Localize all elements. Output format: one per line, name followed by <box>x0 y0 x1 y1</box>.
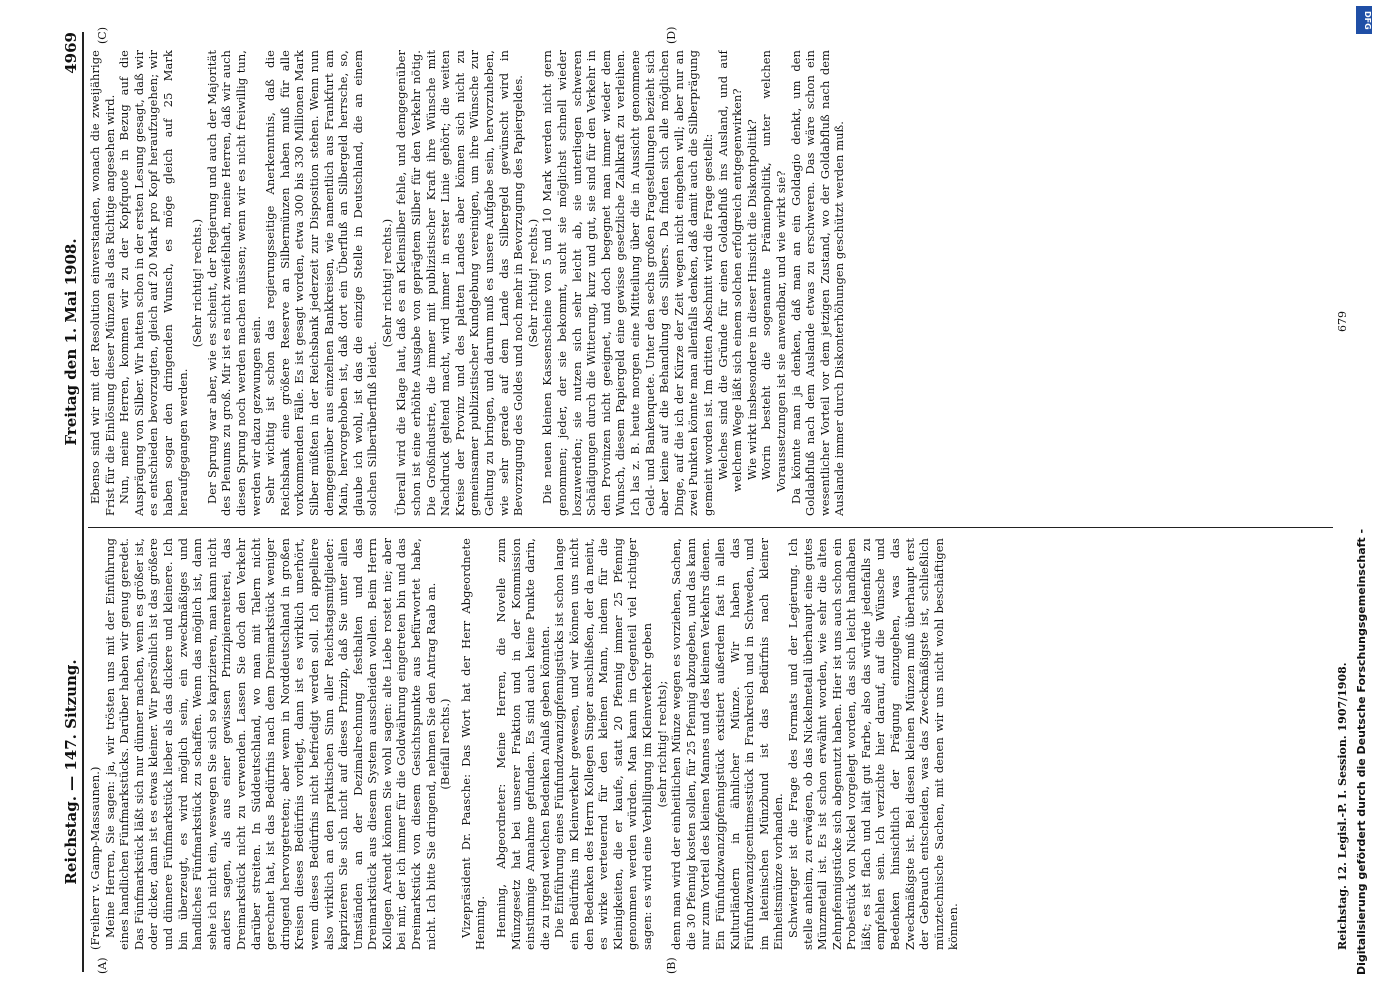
footer-session: Reichstag. 12. Legisl.-P. I. Session. 1907/1908. <box>1336 662 1349 950</box>
speech-paragraph: Die neuen kleinen Kassenscheine von 5 und 10 Mark werden nicht gern genommen; jeder, der sie bekommt, sucht sie möglichst schnell wieder loszuwerden; sie nutzen sich sehr leicht ab, sie unterliegen schweren Schädigungen durch die Witterung, kurz und gut, sie sind für den Verkehr in den Provinzen nicht geeignet, und doch begegnet man immer wieder dem Wunsch, diesem Papiergeld eine gewisse gesetzliche Zahlkraft zu verleihen. Ich las z. B. heute morgen eine Mitteilung über die in Aussicht genommene Geld- und Bankenquete. Unter den sechs großen Fragestellungen bezieht sich aber keine auf die Behandlung des Silbers. Da finden sich alle möglichen Dinge, auf die ich der Kürze der Zeit wegen nicht eingehen will; aber nur an zwei Punkten könnte man allenfalls denken, daß damit auch die Silberprägung gemeint worden ist. Im dritten Abschnitt wird die Frage gestellt: <box>540 50 715 516</box>
speech-paragraph: Die Einführung eines Fünfundzwanzigpfennigstücks ist schon lange ein Bedürfnis im Kleinverkehr gewesen, und wir können uns nicht den Bedenken des Herrn Kollegen Singer anschließen, der da meint, es wirke verteuernd für den kleinen Mann, indem für die Kleinigkeiten, die er kaufe, statt 20 Pfennig immer 25 Pfennig genommen werden würden. Man kann im Gegenteil viel richtiger sagen: es wird eine Verbilligung im Kleinverkehr geben <box>552 538 654 950</box>
header-rule <box>82 32 84 972</box>
speech-paragraph: Meine Herren, Sie sagen: ja, wir trösten uns mit der Einführung eines handlichen Fünfmarkstücks. Darüber haben wir genug geredet. Das Fünfmarkstück läßt sich nur dünner machen, wenn es größer ist, oder dicker, dann ist es etwas kleiner. Wir persönlich ist das größere und dünnere Fünfmarkstück lieber als das dickere und kleinere. Ich bin überzeugt, es wird möglich sein, ein zweckmäßiges und handliches Fünfmarkstück zu schaffen. Wenn das möglich ist, dann sehe ich nicht ein, weswegen Sie sich so kaprizieren, man kann nicht anders sagen, als aus einer gewissen Prinzipienreiterei, das Dreimarkstück nicht zu verwenden. Lassen Sie doch den Verkehr darüber streiten. In Süddeutschland, wo man mit Talern nicht gerechnet hat, ist das Bedürfnis nach dem Dreimarkstück weniger dringend hervorgetreten; aber wenn in Norddeutschland in großen Kreisen dieses Bedürfnis vorliegt, dann ist es wirklich unerhört, wenn dieses Bedürfnis nicht befriedigt werden soll. Ich appelliere also wirklich an den praktischen Sinn aller Reichstagsmitglieder: kaprizieren Sie sich nicht auf dieses Prinzip, daß Sie unter allen Umständen an der Dezimalrechnung festhalten und das Dreimarkstück aus diesem System ausscheiden wollen. Beim Herrn Kollegen Arendt können Sie wohl sagen: alte Liebe rostet nie; aber bei mir, der ich immer für die Goldwährung eingetreten bin und das Dreimarkstück von diesem Gesichtspunkte aus befürwortet habe, nicht. Ich bitte Sie dringend, nehmen Sie den Antrag Raab an. <box>102 538 438 950</box>
interjection: (sehr richtig! rechts); <box>654 680 669 808</box>
speech-paragraph: Überall wird die Klage laut, daß es an Kleinsilber fehle, und demgegenüber schon ist eine erhöhte Ausgabe von geprägtem Silber für den Verkehr nötig. Die Großindustrie, die immer mit publizistischer Kraft ihre Wünsche mit Nachdruck geltend macht, wird immer in erster Linie gehört; die weiten Kreise der Provinz und des platten Landes aber können sich nicht zu gemeinsamer publizistischer Kundgebung vereinigen, um ihre Wünsche zur Geltung zu bringen, und darum muß es unsere Aufgabe sein, hervorzuheben, wie sehr gerade auf dem Lande das Silbergeld gewünscht wird in Bevorzugung des Goldes und noch mehr in Bevorzugung des Papiergeldes. <box>394 50 526 516</box>
margin-mark-c: (C) <box>96 27 109 44</box>
margin-mark-a: (A) <box>96 957 109 974</box>
interjection: (Sehr richtig! rechts.) <box>379 218 394 348</box>
speech-paragraph: denn man wird der einheitlichen Münze wegen es vorziehen, Sachen, die 30 Pfennig kosten sollen, für 25 Pfennig abzugeben, und das kann nur zum Vorteil des kleinen Mannes und des kleinen Verkehrs dienen. Ein Fünfundzwanzigpfennigstück existiert außerdem fast in allen Kulturländern in ähnlicher Münze. Wir haben das Fünfundzwanzigcentimesstück in Frankreich und in Schweden, und im lateinischen Münzbund ist das Bedürfnis nach kleiner Einheitsmünze vorhanden. <box>669 538 786 950</box>
speech-paragraph: Nun, meine Herren, kommen wir zu der Kopfquote in Bezug auf die Ausprägung von Silber. Wir hatten schon in der ersten Lesung gesagt, daß wir es entschieden bevorzugten, gleich auf 20 Mark pro Kopf heraufzugehen; wir haben sogar den dringenden Wunsch, es möge gleich auf 25 Mark heraufgegangen werden. <box>117 50 190 516</box>
speech-paragraph: Henning, Abgeordneter: Meine Herren, die Novelle zum Münzgesetz hat bei unserer Fraktion und in der Kommission einstimmige Annahme gefunden. Es sind auch keine Punkte darin, die zu irgend welchen Bedenken Anlaß geben könnten. <box>494 538 552 950</box>
left-column <box>88 538 1333 950</box>
presiding-announcement: Vizepräsident Dr. Paasche: Das Wort hat der Herr Abgeordnete Henning. <box>458 538 488 950</box>
margin-mark-b: (B) <box>665 957 678 974</box>
interjection: (Sehr richtig! rechts.) <box>190 218 205 348</box>
quoted-question: Worin besteht die sogenannte Prämienpolitik, unter welchen Voraussetzungen ist sie anwendbar, und wie wirkt sie? <box>759 50 788 492</box>
right-column <box>88 50 1333 516</box>
page-number: 4969 <box>62 32 80 74</box>
speaker-continuation: (Freiherr v. Gamp-Massaunen.) <box>88 766 102 950</box>
speech-paragraph: Da könnte man ja denken, daß man an ein Goldagio denkt, um den Goldabfluß nach dem Auslande etwas zu erschweren. Das wäre schon ein wesentlicher Vorteil vor dem jetzigen Zustand, wo der Goldabfluß nach dem Auslande immer durch Diskonterhöhungen geschützt werden muß. <box>788 50 847 516</box>
running-header-date: Freitag den 1. Mai 1908. <box>62 238 80 446</box>
column-divider <box>88 527 1333 528</box>
speech-paragraph: Schwieriger ist die Frage des Formats und der Legierung. Ich stelle anheim, zu erwägen, ob das Nickelmetall überhaupt eine gutes Münzmetall ist. Es ist schon erwähnt worden, wie sehr die alten Zehnpfennigstücke sich abgenutzt haben. Hier ist uns auch schon ein Probestück von Nickel vorgelegt worden, das sich leicht handhaben läßt; es ist flach und hält gut Farbe, also das würde jedenfalls zu empfehlen sein. Ich verzichte hier darauf, auf die Wünsche und Bedenken hinsichtlich der Prägung einzugehen, was das Zweckmäßigste ist. Bei diesen kleinen Münzen muß überhaupt erst der Gebrauch entscheiden, was das Zweckmäßigste ist, schließlich münztechnische Sachen, mit denen wir uns nicht wohl beschäftigen können. <box>785 538 961 950</box>
footer-sheet-number: 679 <box>1336 311 1349 332</box>
quoted-question: Wie wirkt insbesondere in dieser Hinsicht die Diskontpolitik? <box>744 119 759 480</box>
quoted-question: Welches sind die Gründe für einen Goldabfluß ins Ausland, und auf welchem Wege läßt sich einem solchen erfolgreich entgegenwirken? <box>715 50 745 492</box>
speech-paragraph: Sehr wichtig ist schon das regierungsseitige Anerkenntnis, daß die Reichsbank eine größere Reserve an Silbermünzen haben muß für alle vorkommenden Fälle. Es ist gesagt worden, etwa 300 bis 330 Millionen Mark Silber müßten in der Reichsbank jederzeit zur Disposition stehen. Wenn nun demgegenüber aus einzelnen Bankkreisen, wie namentlich aus Frankfurt am Main, hervorgehoben ist, daß dort ein Überfluß an Silbergeld herrsche, so, glaube ich wohl, ist das die einzige Stelle in Deutschland, die an einem solchen Silberüberfluß leidet. <box>263 50 380 516</box>
speech-paragraph: Der Sprung war aber, wie es scheint, der Regierung und auch der Majorität des Plenums zu groß. Mir ist es nicht zweifelhaft, meine Herren, daß wir auch diesen Sprung noch werden machen müssen; wenn wir es nicht freiwillig tun, werden wir dazu gezwungen sein. <box>204 50 263 516</box>
speech-paragraph: Ebenso sind wir mit der Resolution einverstanden, wonach die zweijährige Frist für die Einlösung dieser Münzen als das Richtige angesehen wird. <box>88 50 117 516</box>
rotated-newspaper-page <box>60 26 1355 974</box>
digitization-credit: Digitalisierung gefördert durch die Deutsche Forschungsgemeinschaft - <box>1355 528 1368 975</box>
dfg-logo: DFG <box>1356 6 1372 34</box>
interjection: (Sehr richtig! rechts.) <box>525 218 540 348</box>
running-header-left: Reichstag. — 147. Sitzung. <box>62 659 80 885</box>
margin-mark-d: (D) <box>665 26 678 44</box>
interjection: (Beifall rechts.) <box>438 698 453 790</box>
